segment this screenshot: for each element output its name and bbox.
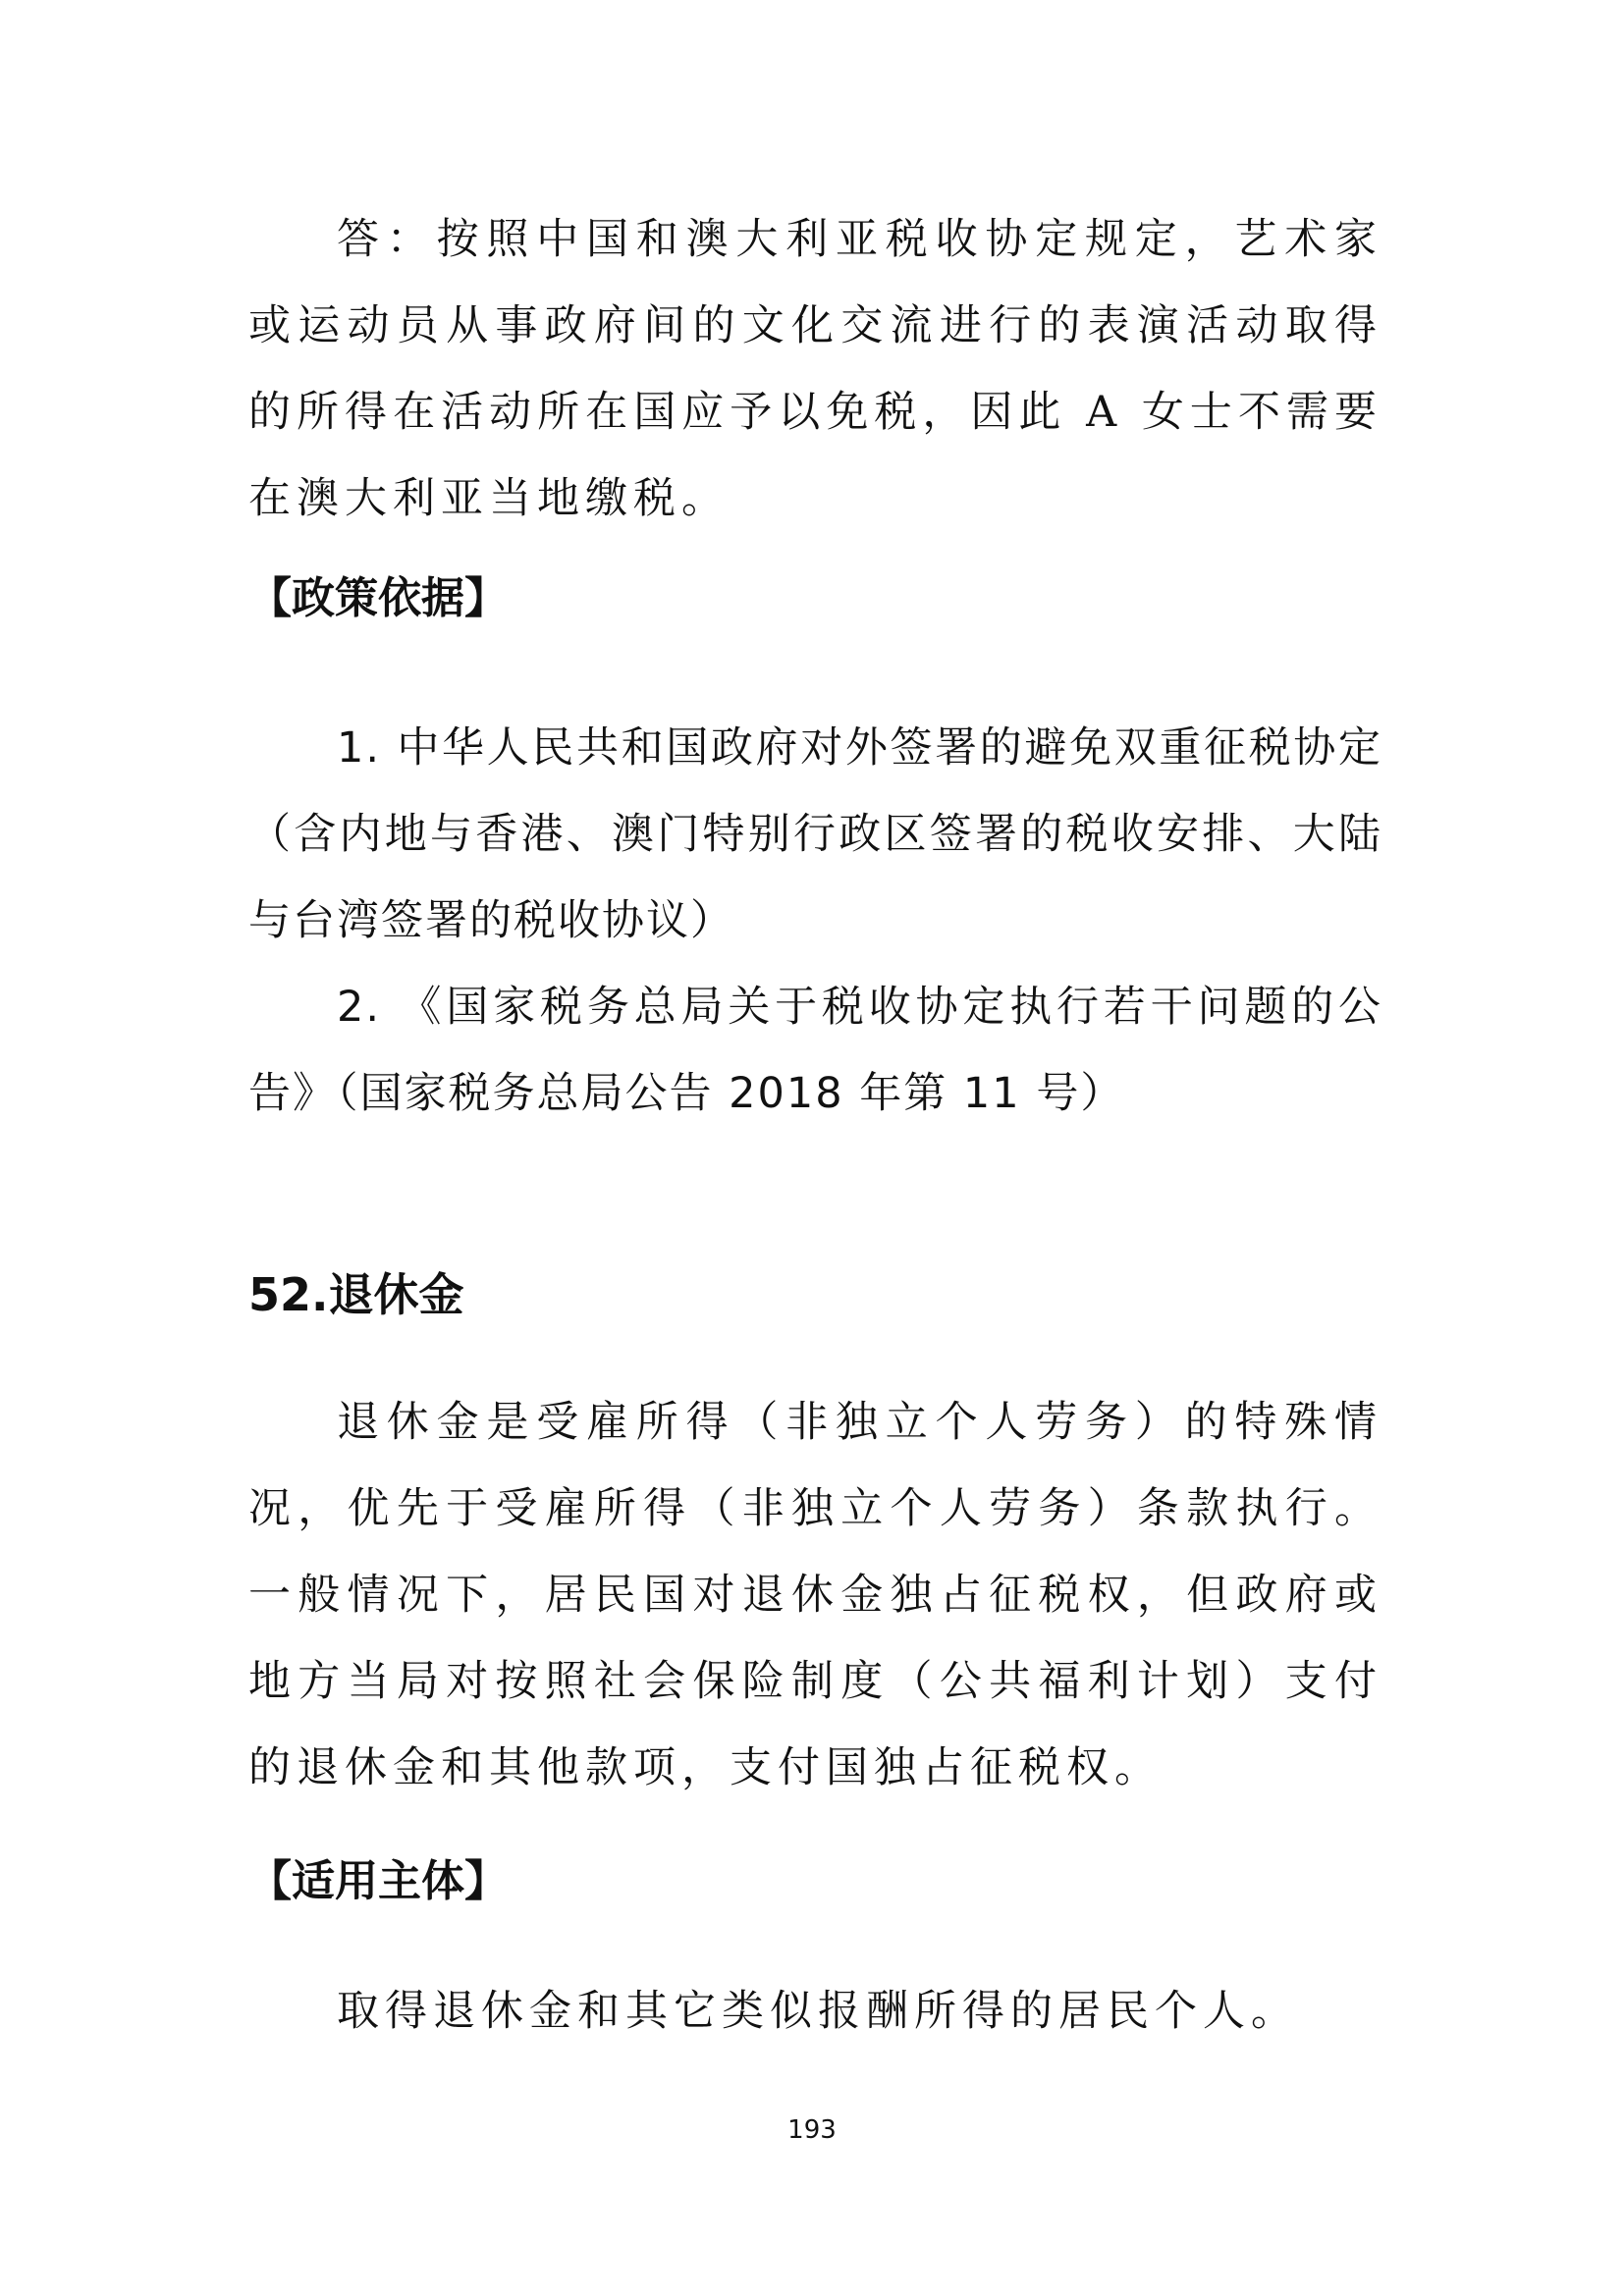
policy-basis-item-1: 1. 中华人民共和国政府对外签署的避免双重征税协定（含内地与香港、澳门特别行政区签署的税收安排、大陆与台湾签署的税收协议）: [248, 723, 1382, 945]
policy-basis-heading: 【政策依据】: [248, 573, 508, 623]
pension-paragraph: 退休金是受雇所得（非独立个人劳务）的特殊情况，优先于受雇所得（非独立个人劳务）条款执行。一般情况下，居民国对退休金独占征税权，但政府或地方当局对按照社会保险制度（公共福利计划）支付的退休金和其他款项，支付国独占征税权。: [248, 1398, 1382, 1792]
section-title: 退休金: [328, 1268, 464, 1321]
answer-paragraph: 答：按照中国和澳大利亚税收协定规定，艺术家或运动员从事政府间的文化交流进行的表演活动取得的所得在活动所在国应予以免税，因此 A 女士不需要在澳大利亚当地缴税。: [248, 215, 1382, 523]
section-number: 52.: [248, 1268, 329, 1321]
applicable-subject-paragraph: 取得退休金和其它类似报酬所得的居民个人。: [337, 1987, 1299, 2036]
applicable-subject-heading: 【适用主体】: [248, 1856, 508, 1906]
page-number: 193: [787, 2115, 837, 2145]
policy-basis-item-2: 2. 《国家税务总局关于税收协定执行若干问题的公告》（国家税务总局公告 2018 年第 11 号）: [248, 983, 1382, 1118]
section-heading: [248, 1265, 464, 1324]
